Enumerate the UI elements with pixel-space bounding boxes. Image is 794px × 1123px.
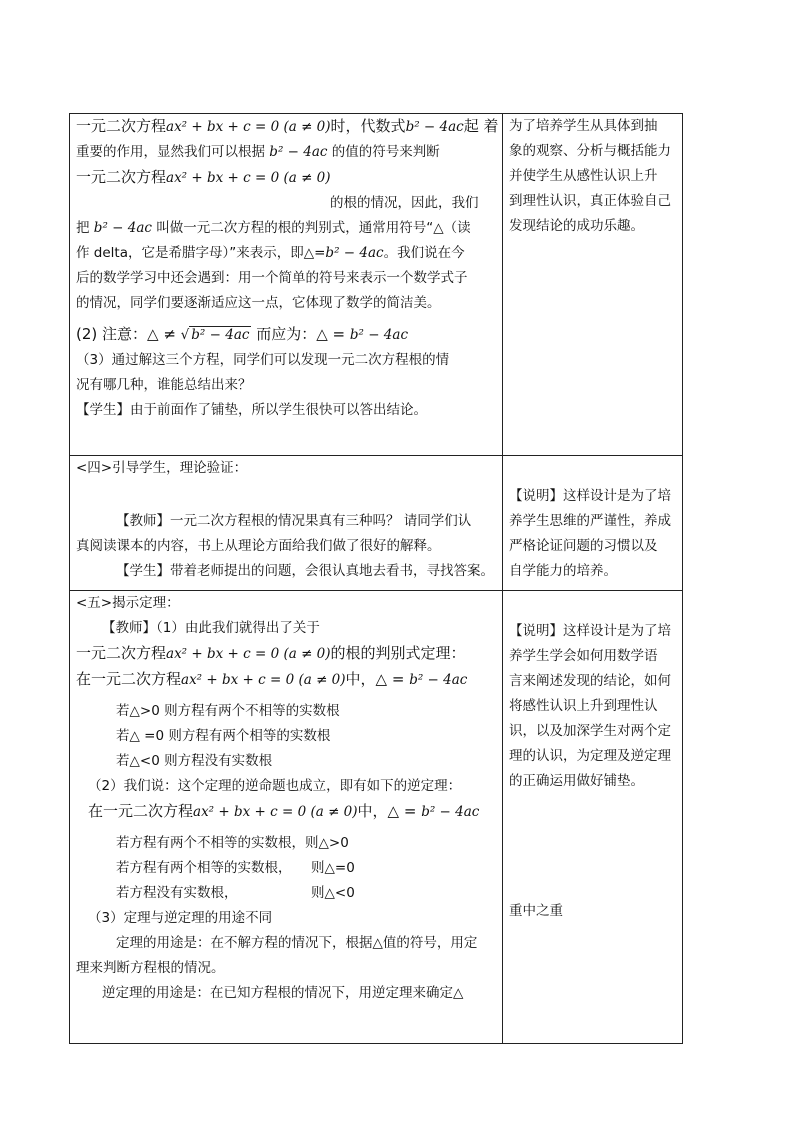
converse-line: 若方程有两个不相等的实数根，则△>0 xyxy=(116,835,349,851)
table-row xyxy=(70,591,683,1044)
text-line: 重要的作用，显然我们可以根据 b² − 4ac 的值的符号来判断 xyxy=(76,144,440,160)
side-text: 发现结论的成功乐趣。 xyxy=(509,218,644,234)
side-cell xyxy=(503,114,683,456)
text-line: 一元二次方程ax² + bx + c = 0 (a ≠ 0) xyxy=(76,168,331,186)
note-line: (2) 注意：△ ≠ √ b² − 4ac 而应为：△ = b² − 4ac xyxy=(76,325,409,343)
side-text: 严格论证问题的习惯以及 xyxy=(509,538,658,554)
text-line: 一元二次方程ax² + bx + c = 0 (a ≠ 0)的根的判别式定理： xyxy=(76,644,466,662)
side-cell xyxy=(503,591,683,1044)
text-line: 定理的用途是：在不解方程的情况下，根据△值的符号，用定 xyxy=(116,935,478,951)
converse-line: 若方程没有实数根， 则△<0 xyxy=(116,885,355,901)
text-line: 一元二次方程ax² + bx + c = 0 (a ≠ 0)时，代数式b² − 4ac起 着 xyxy=(76,117,499,135)
lesson-table xyxy=(69,113,683,1044)
side-text: 到理性认识，真正体验自己 xyxy=(509,193,671,209)
side-text: 将感性认识上升到理性认 xyxy=(509,698,658,714)
teacher-line: 【教师】（1）由此我们就得出了关于 xyxy=(102,620,320,636)
text-line: 逆定理的用途是：在已知方程根的情况下，用逆定理来确定△ xyxy=(102,985,464,1001)
text-line: （3）定理与逆定理的用途不同 xyxy=(88,910,273,926)
side-text: 识，以及加深学生对两个定 xyxy=(509,723,671,739)
side-text: 象的观察、分析与概括能力 xyxy=(509,143,671,159)
text-line: （2）我们说：这个定理的逆命题也成立，即有如下的逆定理： xyxy=(88,778,462,794)
text-line: 后的数学学习中还会遇到：用一个简单的符号来表示一个数学式子 xyxy=(76,270,468,286)
text-line: 况有哪几种，谁能总结出来？ xyxy=(76,377,252,393)
side-text: 理的认识，为定理及逆定理 xyxy=(509,748,671,764)
student-line: 【学生】带着老师提出的问题，会很认真地去看书，寻找答案。 xyxy=(116,563,494,579)
converse-line: 若方程有两个相等的实数根， 则△=0 xyxy=(116,860,355,876)
text-line: 真阅读课本的内容，书上从理论方面给我们做了很好的解释。 xyxy=(76,538,441,554)
case-line: 若△>0 则方程有两个不相等的实数根 xyxy=(116,703,340,719)
text-line: （3）通过解这三个方程，同学们可以发现一元二次方程根的情 xyxy=(76,352,450,368)
teacher-line: 【教师】一元二次方程根的情况果真有三种吗？ 请同学们认 xyxy=(116,513,472,529)
side-text: 养学生思维的严谨性，养成 xyxy=(509,513,671,529)
text-line: 作 delta，它是希腊字母）”来表示，即△=b² − 4ac。我们说在今 xyxy=(76,245,465,261)
side-text: 为了培养学生从具体到抽 xyxy=(509,118,658,134)
table-row xyxy=(70,456,683,591)
side-text: 的正确运用做好铺垫。 xyxy=(509,773,644,789)
section-heading: <四>引导学生，理论验证： xyxy=(76,460,248,476)
side-note: 重中之重 xyxy=(509,903,563,919)
table-row xyxy=(70,114,683,456)
side-text: 自学能力的培养。 xyxy=(509,563,617,579)
text-line: 的情况，同学们要逐渐适应这一点，它体现了数学的简洁美。 xyxy=(76,295,441,311)
student-line: 【学生】由于前面作了铺垫，所以学生很快可以答出结论。 xyxy=(76,402,427,418)
text-line: 的根的情况，因此，我们 xyxy=(330,195,479,211)
section-heading: <五>揭示定理： xyxy=(76,595,180,611)
main-cell xyxy=(70,114,503,456)
text-line: 理来判断方程根的情况。 xyxy=(76,960,225,976)
main-cell xyxy=(70,591,503,1044)
case-line: 若△ =0 则方程有两个相等的实数根 xyxy=(116,728,331,744)
side-cell xyxy=(503,456,683,591)
text-line: 在一元二次方程ax² + bx + c = 0 (a ≠ 0)中，△ = b² − 4ac xyxy=(76,670,468,688)
side-text: 【说明】这样设计是为了培 xyxy=(509,623,671,639)
text-line: 把 b² − 4ac 叫做一元二次方程的根的判别式，通常用符号“△（读 xyxy=(76,220,471,236)
case-line: 若△<0 则方程没有实数根 xyxy=(116,753,273,769)
side-text: 言来阐述发现的结论，如何 xyxy=(509,673,671,689)
side-text: 养学生学会如何用数学语 xyxy=(509,648,658,664)
text-line: 在一元二次方程ax² + bx + c = 0 (a ≠ 0)中，△ = b² − 4ac xyxy=(88,802,480,820)
side-text: 并使学生从感性认识上升 xyxy=(509,168,658,184)
main-cell xyxy=(70,456,503,591)
side-text: 【说明】这样设计是为了培 xyxy=(509,488,671,504)
